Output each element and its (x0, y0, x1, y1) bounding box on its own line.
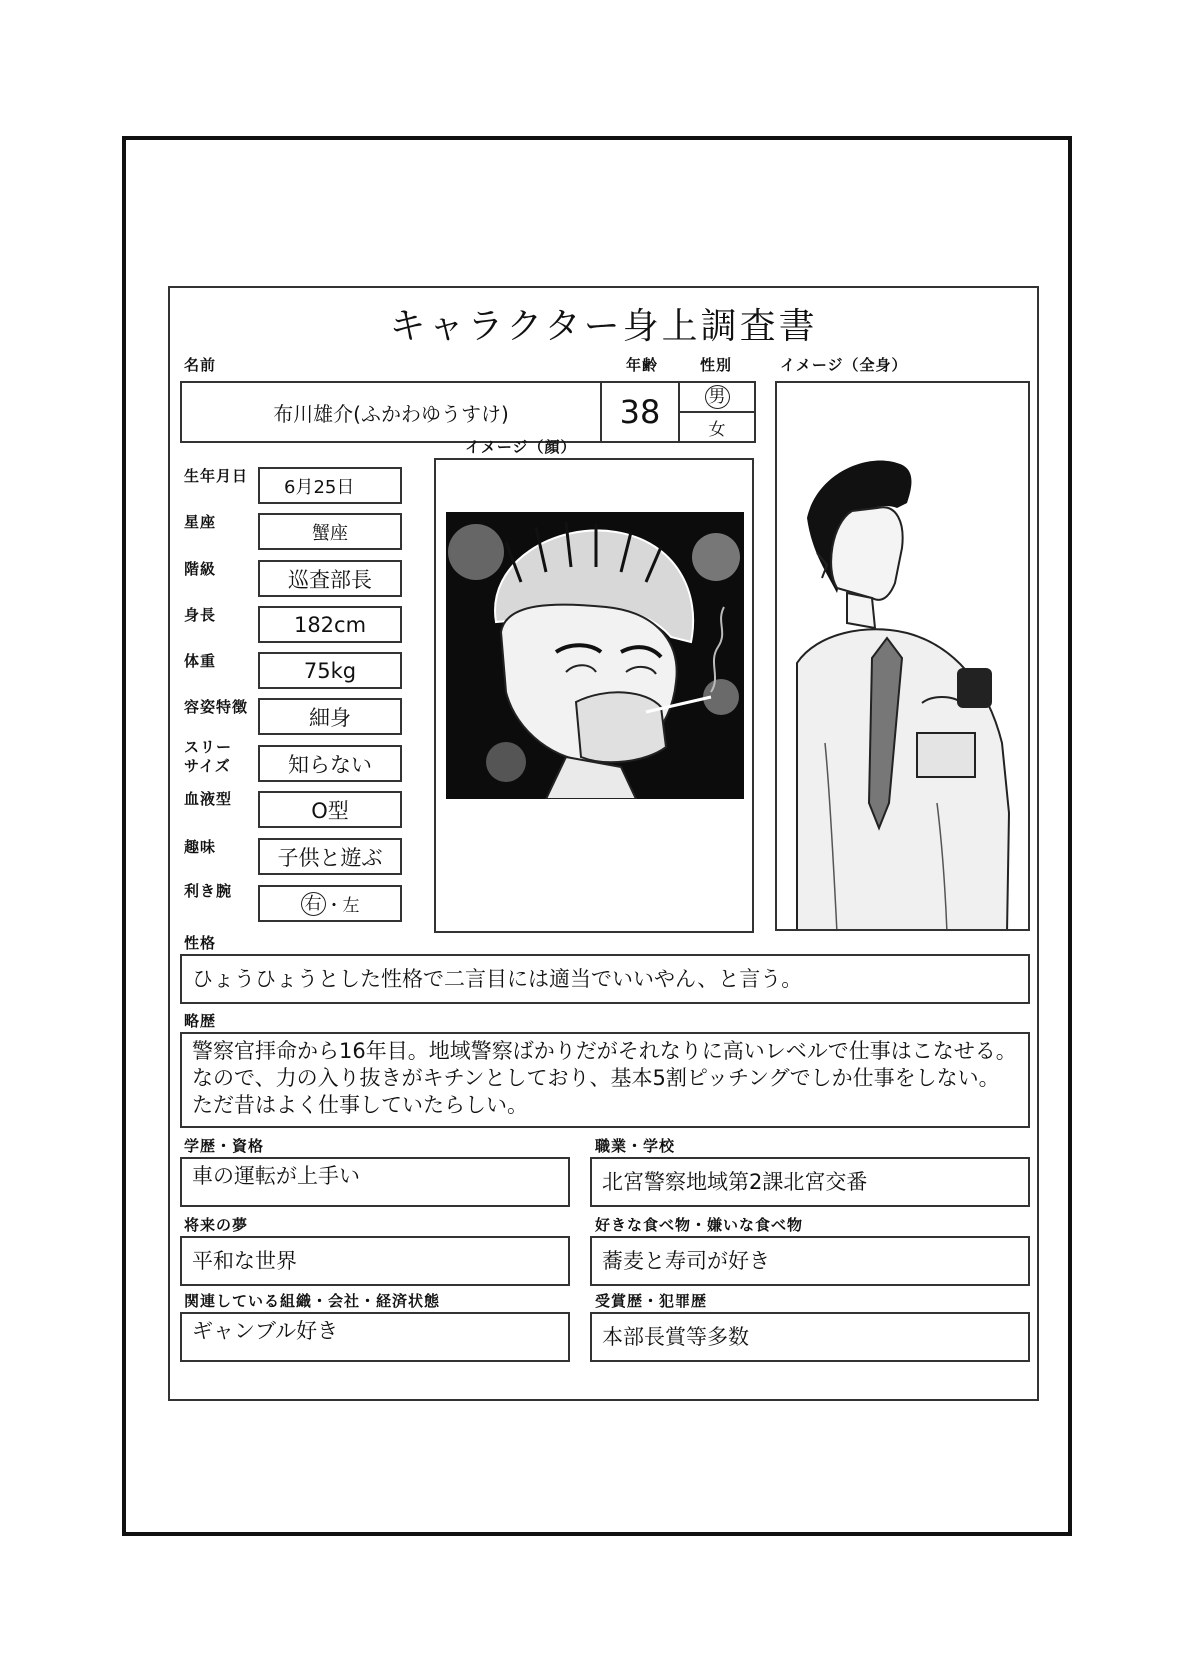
label-height: 身長 (184, 606, 217, 624)
birthday-field (258, 467, 402, 504)
food-field (590, 1236, 1030, 1286)
label-age: 年齢 (626, 356, 659, 374)
food-value: 蕎麦と寿司が好き (602, 1248, 770, 1273)
label-handedness: 利き腕 (184, 882, 233, 900)
dream-value: 平和な世界 (192, 1248, 297, 1273)
appearance-value: 細身 (309, 705, 351, 730)
awards-field (590, 1312, 1030, 1362)
height-value: 182cm (293, 612, 367, 637)
zodiac-value: 蟹座 (312, 522, 348, 544)
full-body-image (775, 381, 1030, 931)
education-field (180, 1157, 570, 1207)
label-birthday: 生年月日 (184, 467, 249, 485)
face-image-frame (434, 458, 754, 933)
history-field (180, 1032, 1030, 1128)
gender-male-value: 男 (705, 385, 730, 409)
personality-field (180, 954, 1030, 1004)
organization-value: ギャンブル好き (192, 1319, 339, 1343)
organization-field (180, 1312, 570, 1362)
job-value: 北宮警察地域第2課北宮交番 (602, 1169, 868, 1194)
label-education: 学歴・資格 (184, 1137, 265, 1155)
age-value: 38 (619, 393, 661, 431)
label-rank: 階級 (184, 560, 217, 578)
label-blood: 血液型 (184, 790, 233, 808)
label-three-size-line2: サイズ (184, 757, 231, 775)
hand-right-value: 右 (301, 892, 326, 916)
personality-value: ひょうひょうとした性格で二言目には適当でいいやん、と言う。 (192, 966, 803, 991)
name-value: 布川雄介(ふかわゆうすけ) (273, 401, 509, 426)
label-three-size (184, 738, 232, 776)
blood-value: O型 (311, 798, 349, 823)
rank-field (258, 560, 402, 597)
label-three-size-line1: スリー (184, 738, 233, 756)
gender-female-option (678, 411, 756, 443)
handedness-field (258, 885, 402, 922)
label-name: 名前 (184, 356, 217, 374)
label-appearance: 容姿特徴 (184, 698, 249, 716)
hobby-field (258, 838, 402, 875)
age-field (600, 381, 680, 443)
zodiac-field (258, 513, 402, 550)
name-field (180, 381, 602, 443)
label-history: 略歴 (184, 1012, 217, 1030)
label-personality: 性格 (184, 934, 217, 952)
hobby-value: 子供と遊ぶ (277, 845, 383, 870)
label-gender: 性別 (700, 356, 733, 374)
appearance-field (258, 698, 402, 735)
label-dream: 将来の夢 (184, 1216, 249, 1234)
smoking-man-illustration (446, 512, 744, 799)
awards-value: 本部長賞等多数 (602, 1324, 749, 1349)
label-hobby: 趣味 (184, 838, 217, 856)
sheet-title: キャラクター身上調査書 (389, 306, 818, 347)
three-size-field (258, 745, 402, 782)
character-sheet (168, 286, 1039, 1401)
birthday-value: 6月25日 (284, 476, 355, 498)
weight-value: 75kg (303, 658, 357, 683)
label-image-face: イメージ（顔） (465, 438, 577, 456)
hand-left-value: 左 (342, 896, 360, 916)
face-image (446, 512, 744, 799)
job-field (590, 1157, 1030, 1207)
label-food: 好きな食べ物・嫌いな食べ物 (595, 1216, 804, 1234)
label-organization: 関連している組織・会社・経済状態 (184, 1292, 441, 1310)
history-value: 警察官拝命から16年目。地域警察ばかりだがそれなりに高いレベルで仕事はこなせる。なので、力の入り抜きがキチンとしており、基本5割ピッチングでしか仕事をしない。ただ昔はよく仕事していたらしい。 (192, 1039, 1017, 1117)
height-field (258, 606, 402, 643)
hand-separator: ・ (325, 896, 343, 916)
label-zodiac: 星座 (184, 513, 217, 531)
label-job: 職業・学校 (595, 1137, 676, 1155)
label-weight: 体重 (184, 652, 217, 670)
three-size-value: 知らない (288, 752, 372, 777)
gender-male-option (678, 381, 756, 413)
label-awards: 受賞歴・犯罪歴 (595, 1292, 708, 1310)
officer-illustration (777, 383, 1030, 931)
dream-field (180, 1236, 570, 1286)
education-value: 車の運転が上手い (192, 1164, 360, 1188)
blood-field (258, 791, 402, 828)
rank-value: 巡査部長 (288, 567, 372, 592)
label-image-full: イメージ（全身） (780, 356, 908, 374)
weight-field (258, 652, 402, 689)
gender-female-value: 女 (708, 419, 726, 440)
